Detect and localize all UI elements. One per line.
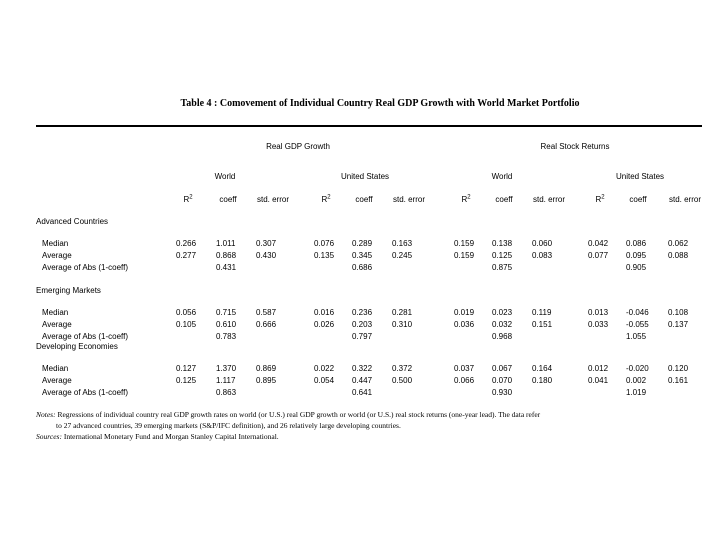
table-cell: 0.868 bbox=[216, 251, 237, 260]
table-cell: 1.011 bbox=[216, 239, 236, 248]
table-cell: 0.310 bbox=[392, 320, 413, 329]
table-cell: 0.120 bbox=[668, 364, 689, 373]
table-cell: 0.119 bbox=[532, 308, 552, 317]
notes-text-1: Regressions of individual country real GDP growth rates on world (or U.S.) real GDP growth or world (or U.S.) real stock returns (one-year lead). The data refer bbox=[55, 410, 541, 419]
table-cell: 0.430 bbox=[256, 251, 277, 260]
table-cell: 0.895 bbox=[256, 376, 277, 385]
table-cell: -0.020 bbox=[626, 364, 649, 373]
column-header-stderr: std. error bbox=[668, 195, 701, 204]
group-header-stock: Real Stock Returns bbox=[540, 142, 610, 151]
top-rule bbox=[36, 125, 702, 127]
column-header-coeff: coeff bbox=[355, 195, 373, 204]
table-cell: 0.013 bbox=[588, 308, 609, 317]
table-cell: 0.372 bbox=[392, 364, 413, 373]
row-label: Median bbox=[42, 239, 69, 248]
subgroup-header-stock-us: United States bbox=[615, 172, 665, 181]
row-label: Average of Abs (1-coeff) bbox=[42, 263, 128, 272]
group-header-gdp: Real GDP Growth bbox=[266, 142, 330, 151]
table-cell: 0.095 bbox=[626, 251, 647, 260]
table-cell: 0.797 bbox=[352, 332, 373, 341]
table-cell: 0.056 bbox=[176, 308, 197, 317]
section-label: Emerging Markets bbox=[36, 286, 101, 295]
table-cell: 0.641 bbox=[352, 388, 373, 397]
row-label: Average bbox=[42, 376, 72, 385]
section-label: Advanced Countries bbox=[36, 217, 109, 226]
table-cell: 0.127 bbox=[176, 364, 197, 373]
column-header-stderr: std. error bbox=[532, 195, 565, 204]
table-cell: 0.060 bbox=[532, 239, 553, 248]
r2-superscript: 2 bbox=[601, 194, 605, 201]
notes-line-2: to 27 advanced countries, 39 emerging markets (S&P/IFC definition), and 26 relatively large developing countries. bbox=[56, 421, 401, 430]
table-cell: 0.054 bbox=[314, 376, 335, 385]
table-cell: 0.715 bbox=[216, 308, 237, 317]
column-header-coeff: coeff bbox=[495, 195, 513, 204]
row-label: Average bbox=[42, 251, 72, 260]
table-cell: 0.125 bbox=[492, 251, 513, 260]
table-cell: 0.266 bbox=[176, 239, 197, 248]
table-cell: 0.180 bbox=[532, 376, 553, 385]
sources-text: International Monetary Fund and Morgan Stanley Capital International. bbox=[61, 432, 279, 441]
table-cell: 1.370 bbox=[216, 364, 237, 373]
table-cell: 0.587 bbox=[256, 308, 277, 317]
table-cell: 0.345 bbox=[352, 251, 373, 260]
r2-label: R bbox=[321, 195, 328, 204]
table-cell: 0.431 bbox=[216, 263, 237, 272]
table-cell: 0.002 bbox=[626, 376, 647, 385]
table-cell: 0.076 bbox=[314, 239, 335, 248]
table-cell: 0.041 bbox=[588, 376, 609, 385]
r2-superscript: 2 bbox=[327, 194, 331, 201]
table-cell: 1.019 bbox=[626, 388, 647, 397]
table-cell: 0.307 bbox=[256, 239, 277, 248]
table-cell: 0.012 bbox=[588, 364, 609, 373]
column-header-r2 bbox=[306, 194, 346, 205]
row-label: Average of Abs (1-coeff) bbox=[42, 388, 128, 397]
table-cell: 0.070 bbox=[492, 376, 513, 385]
table-cell: 0.236 bbox=[352, 308, 373, 317]
table-cell: 0.066 bbox=[454, 376, 475, 385]
row-label: Median bbox=[42, 364, 69, 373]
table-cell: 1.055 bbox=[626, 332, 647, 341]
table-cell: 0.036 bbox=[454, 320, 475, 329]
table-cell: 0.869 bbox=[256, 364, 277, 373]
column-header-r2 bbox=[168, 194, 208, 205]
subgroup-header-gdp-us: United States bbox=[340, 172, 390, 181]
table-cell: 0.289 bbox=[352, 239, 373, 248]
table-cell: 0.500 bbox=[392, 376, 413, 385]
section-label: Developing Economies bbox=[36, 342, 118, 351]
table-cell: 0.151 bbox=[532, 320, 553, 329]
table-cell: 0.088 bbox=[668, 251, 689, 260]
table-cell: 0.083 bbox=[532, 251, 553, 260]
table-cell: 0.016 bbox=[314, 308, 335, 317]
table-cell: 0.026 bbox=[314, 320, 335, 329]
column-header-stderr: std. error bbox=[256, 195, 289, 204]
table-cell: 0.322 bbox=[352, 364, 373, 373]
sources-label: Sources: bbox=[36, 432, 62, 441]
row-label: Average bbox=[42, 320, 72, 329]
subgroup-header-gdp-world: World bbox=[214, 172, 236, 181]
row-label: Median bbox=[42, 308, 69, 317]
table-cell: 0.159 bbox=[454, 239, 475, 248]
table-cell: 0.783 bbox=[216, 332, 237, 341]
table-cell: 0.875 bbox=[492, 263, 513, 272]
column-header-stderr: std. error bbox=[392, 195, 425, 204]
table-cell: 0.086 bbox=[626, 239, 647, 248]
column-header-coeff: coeff bbox=[219, 195, 237, 204]
r2-superscript: 2 bbox=[467, 194, 471, 201]
table-cell: 0.077 bbox=[588, 251, 609, 260]
table-cell: 0.164 bbox=[532, 364, 553, 373]
table-cell: 0.277 bbox=[176, 251, 197, 260]
table-cell: 0.161 bbox=[668, 376, 689, 385]
table-cell: 0.033 bbox=[588, 320, 609, 329]
table-cell: 0.159 bbox=[454, 251, 475, 260]
column-header-r2 bbox=[580, 194, 620, 205]
subgroup-header-stock-world: World bbox=[491, 172, 513, 181]
table-cell: 0.105 bbox=[176, 320, 197, 329]
sources-line bbox=[36, 431, 696, 442]
table-cell: 0.032 bbox=[492, 320, 513, 329]
r2-label: R bbox=[595, 195, 602, 204]
table-cell: -0.055 bbox=[626, 320, 649, 329]
table-title: Table 4 : Comovement of Individual Country Real GDP Growth with World Market Portfolio bbox=[180, 98, 580, 109]
table-cell: 0.447 bbox=[352, 376, 373, 385]
table-cell: 0.666 bbox=[256, 320, 277, 329]
notes-line-1 bbox=[36, 409, 696, 420]
table-cell: 0.281 bbox=[392, 308, 413, 317]
table-cell: 0.610 bbox=[216, 320, 237, 329]
table-cell: 0.163 bbox=[392, 239, 413, 248]
table-cell: 0.905 bbox=[626, 263, 647, 272]
table-cell: 0.138 bbox=[492, 239, 513, 248]
column-header-coeff: coeff bbox=[629, 195, 647, 204]
table-cell: 0.137 bbox=[668, 320, 689, 329]
table-cell: 0.968 bbox=[492, 332, 513, 341]
table-cell: 0.023 bbox=[492, 308, 513, 317]
table-cell: 0.108 bbox=[668, 308, 689, 317]
table-cell: 0.930 bbox=[492, 388, 513, 397]
table-cell: -0.046 bbox=[626, 308, 649, 317]
table-cell: 1.117 bbox=[216, 376, 236, 385]
table-cell: 0.863 bbox=[216, 388, 237, 397]
table-cell: 0.245 bbox=[392, 251, 413, 260]
row-label: Average of Abs (1-coeff) bbox=[42, 332, 128, 341]
table-cell: 0.019 bbox=[454, 308, 475, 317]
r2-superscript: 2 bbox=[189, 194, 193, 201]
table-cell: 0.062 bbox=[668, 239, 689, 248]
table-notes bbox=[36, 409, 696, 442]
table-cell: 0.686 bbox=[352, 263, 373, 272]
table-cell: 0.022 bbox=[314, 364, 335, 373]
table-cell: 0.067 bbox=[492, 364, 513, 373]
r2-label: R bbox=[183, 195, 190, 204]
table-cell: 0.125 bbox=[176, 376, 197, 385]
table-cell: 0.203 bbox=[352, 320, 373, 329]
notes-label: Notes: bbox=[36, 410, 56, 419]
r2-label: R bbox=[461, 195, 468, 204]
table-cell: 0.037 bbox=[454, 364, 475, 373]
table-cell: 0.042 bbox=[588, 239, 609, 248]
column-header-r2 bbox=[446, 194, 486, 205]
table-cell: 0.135 bbox=[314, 251, 335, 260]
